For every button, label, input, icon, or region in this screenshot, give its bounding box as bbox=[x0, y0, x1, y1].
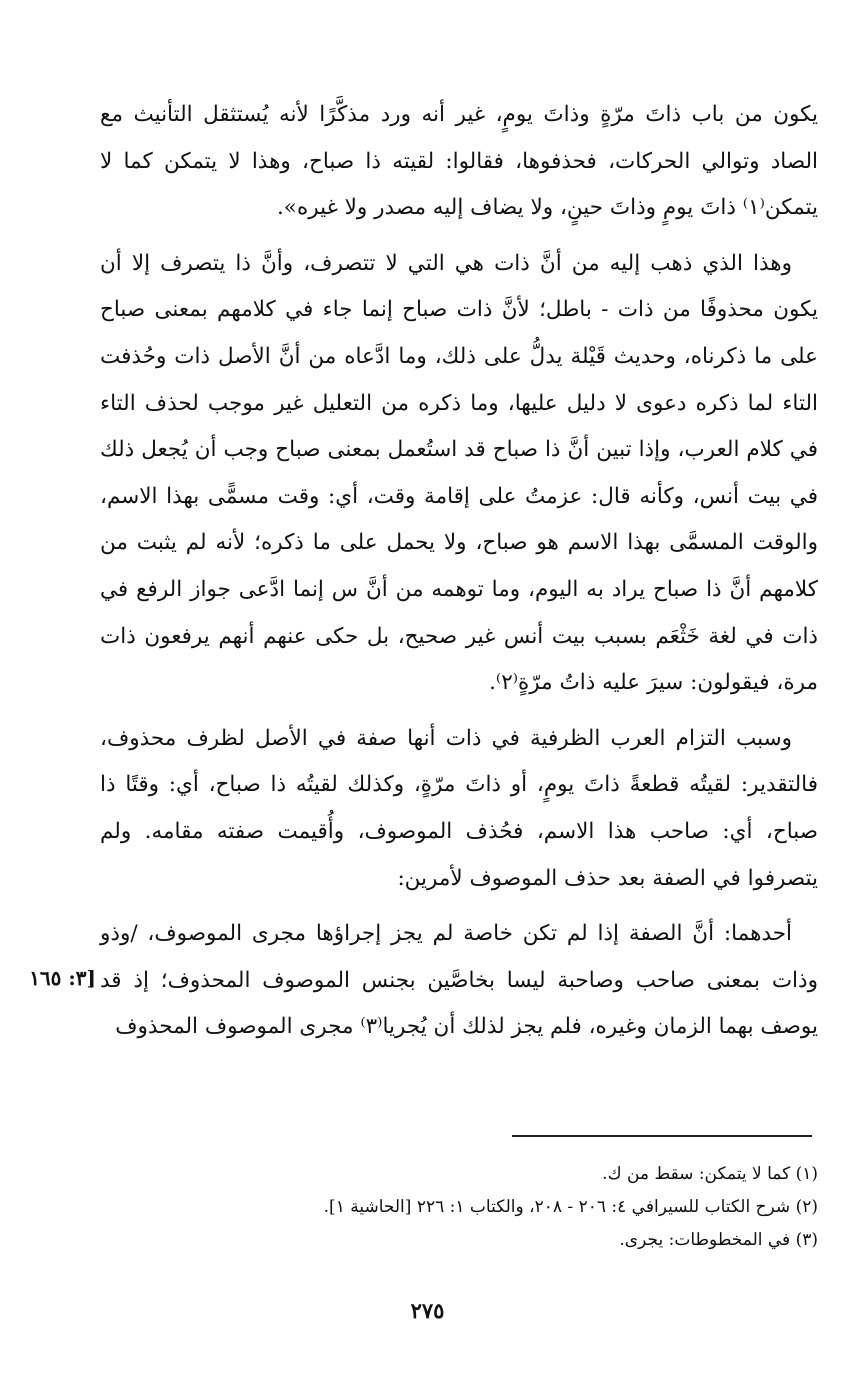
footnote-2: (٢) شرح الكتاب للسيرافي ٤: ٢٠٦ - ٢٠٨، والكتاب ١: ٢٢٦ [الحاشية ١]. bbox=[323, 1197, 818, 1217]
footnote-1: (١) كما لا يتمكن: سقط من ك. bbox=[602, 1164, 818, 1184]
main-text bbox=[100, 92, 818, 1060]
paragraph-3: وسبب التزام العرب الظرفية في ذات أنها صفة في الأصل لظرف محذوف، فالتقدير: لقيتُه قطعةً ذاتَ يومٍ، أو ذاتَ مرّةٍ، وكذلك لقيتُه ذا صباح، أي: وقتًا ذا صباح، أي: صاحب هذا الاسم، فحُذف الموصوف، وأُقيمت صفته مقامه. ولم يتصرفوا في الصفة بعد حذف الموصوف لأمرين: bbox=[100, 725, 818, 891]
footnote-3: (٣) في المخطوطات: يجرى. bbox=[619, 1230, 818, 1250]
paragraph-1: يكون من باب ذاتَ مرّةٍ وذاتَ يومٍ، غير أنه ورد مذكَّرًا لأنه يُستثقل التأنيث مع الصاد وتوالي الحركات، فحذفوها، فقالوا: لقيته ذا صباح، وهذا لا يتمكن كما لا يتمكن⁽١⁾ ذاتَ يومٍ وذاتَ حينٍ، ولا يضاف إليه مصدر ولا غيره». bbox=[100, 102, 818, 221]
page-number: ٢٧٥ bbox=[410, 1298, 445, 1323]
footnotes bbox=[100, 1158, 818, 1257]
paragraph-4: أحدهما: أنَّ الصفة إذا لم تكن خاصة لم يجز إجراؤها مجرى الموصوف، /وذو وذات بمعنى صاحب وصاحبة ليسا بخاصَّين بجنس الموصوف المحذوف؛ إذ قد يوصف بهما الزمان وغيره، فلم يجز لذلك أن يُجريا⁽٣⁾ مجرى الموصوف المحذوف bbox=[100, 921, 818, 1040]
paragraph-2: وهذا الذي ذهب إليه من أنَّ ذات هي التي لا تتصرف، وأنَّ ذا يتصرف إلا أن يكون محذوفًا من ذات - باطل؛ لأنَّ ذات صباح إنما جاء في كلامهم بمعنى صباح على ما ذكرناه، وحديث قَيْلة يدلُّ على ذلك، وما ادَّعاه من أنَّ الأصل ذات وحُذفت التاء لما ذكره دعوى لا دليل عليها، وما ذكره من التعليل غير موجب لحذف التاء في كلام العرب، وإذا تبين أنَّ ذا صباح قد استُعمل بمعنى صباح وجب أن يُجعل ذلك في بيت أنس، وكأنه قال: عزمتُ على إقامة وقت، أي: وقت مسمًّى بهذا الاسم، والوقت المسمَّى بهذا الاسم هو صباح، ولا يحمل على ما ذكره؛ لأنه لم يثبت من كلامهم أنَّ ذا صباح يراد به اليوم، وما توهمه من أنَّ س إنما ادَّعى جواز الرفع في ذات في لغة خَثْعَم بسبب بيت أنس غير صحيح، بل حكى عنهم أنهم يرفعون ذات مرة، فيقولون: سيرَ عليه ذاتُ مرّةٍ⁽٢⁾. bbox=[100, 250, 818, 696]
footnote-divider bbox=[512, 1135, 812, 1137]
margin-reference: [٣: ١٦٥ bbox=[29, 966, 96, 990]
